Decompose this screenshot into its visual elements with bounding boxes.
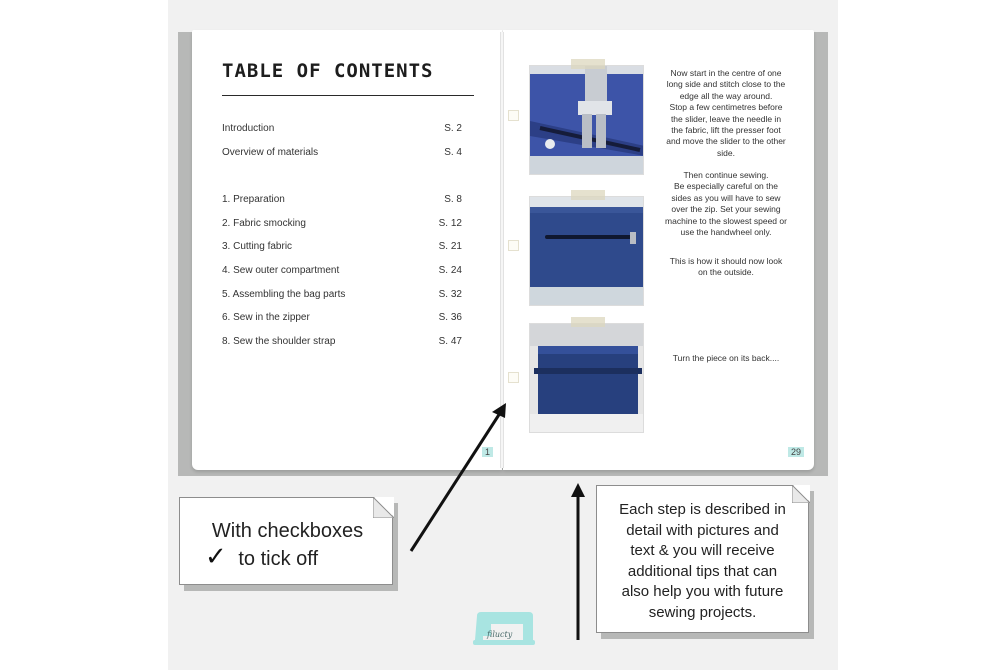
toc-entry-page: S. 12: [438, 218, 462, 229]
text-line: over the zip. Set your sewing: [671, 204, 781, 215]
toc-entry-label: 8. Sew the shoulder strap: [222, 336, 336, 347]
filucty-logo: [473, 610, 535, 646]
toc-entry-label: 1. Preparation: [222, 194, 285, 205]
toc-entry-label: Overview of materials: [222, 147, 319, 158]
text-line: the slider, leave the needle in: [670, 113, 782, 124]
sewing-machine-icon: [473, 610, 535, 646]
toc-entry-page: S. 36: [438, 312, 462, 323]
text-line: additional tips that can: [627, 562, 778, 580]
text-line: Turn the piece on its back....: [672, 353, 780, 363]
text-line: edge all the way around.: [679, 90, 773, 101]
text-line: text & you will receive: [630, 542, 775, 560]
text-line: sewing projects.: [648, 603, 757, 621]
toc-entry-page: S. 47: [438, 336, 462, 347]
note-steps-text: [600, 500, 805, 624]
note-fold: [373, 497, 394, 518]
toc-title: TABLE OF CONTENTS: [222, 60, 434, 82]
toc-entry-label: Introduction: [222, 123, 275, 134]
text-line: long side and stitch close to the: [666, 79, 786, 90]
toc-entry-label: 3. Cutting fabric: [222, 241, 293, 252]
note-checkboxes-line2-row: [205, 543, 355, 573]
text-line: Stop a few centimetres before: [669, 102, 783, 113]
text-line: side.: [717, 147, 735, 158]
right-page-number: 29: [788, 447, 804, 457]
checkmark-icon: ✓: [205, 542, 227, 572]
text-line: Then continue sewing.: [683, 170, 769, 180]
text-line: also help you with future: [621, 583, 784, 601]
text-line: machine to the slowest speed or: [665, 215, 787, 226]
toc-entry-label: 5. Assembling the bag parts: [222, 289, 346, 300]
logo-text: filucty: [487, 630, 513, 639]
toc-entry-page: S. 2: [444, 123, 462, 134]
text-line: This is how it should now look: [669, 256, 783, 266]
text-line: detail with pictures and: [626, 521, 779, 539]
toc-entry-label: 6. Sew in the zipper: [222, 312, 310, 323]
toc-entry-page: S. 32: [438, 289, 462, 300]
text-line: the fabric, lift the presser foot: [671, 125, 781, 136]
text-line: Now start in the centre of one: [670, 68, 782, 78]
toc-entry-label: 4. Sew outer compartment: [222, 265, 340, 276]
text-line: and move the slider to the other: [666, 136, 786, 147]
arrow-to-steps-icon: [571, 483, 585, 640]
toc-entry-page: S. 4: [444, 147, 462, 158]
toc-entry-page: S. 24: [438, 265, 462, 276]
arrow-to-checkbox-icon: [411, 403, 506, 551]
text-line: Each step is described in: [619, 501, 786, 518]
text-line: use the handwheel only.: [680, 227, 772, 238]
toc-entry-label: 2. Fabric smocking: [222, 218, 306, 229]
text-line: Be especially careful on the: [674, 181, 778, 192]
text-line: on the outside.: [698, 267, 754, 278]
note-checkboxes-line1: With checkboxes: [211, 520, 364, 542]
left-page-number: 1: [482, 447, 493, 457]
toc-entry-page: S. 21: [438, 241, 462, 252]
text-line: sides as you will have to sew: [671, 192, 781, 203]
toc-entry-page: S. 8: [444, 194, 462, 205]
note-checkboxes-line2: to tick off: [238, 548, 319, 570]
